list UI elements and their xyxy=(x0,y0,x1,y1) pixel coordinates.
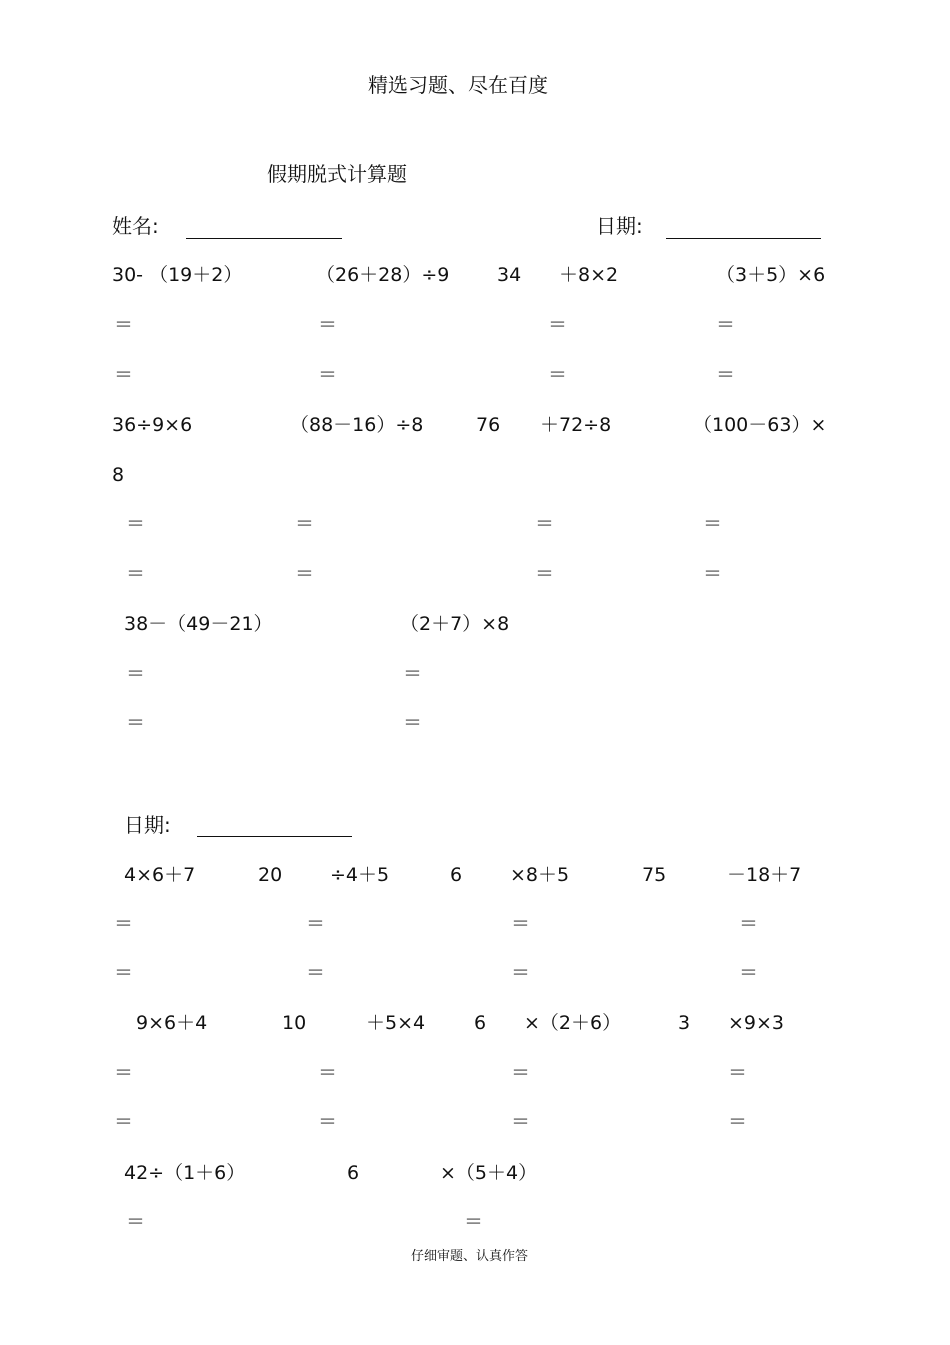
equals-sign: ＝ xyxy=(464,1211,484,1233)
date-label: 日期: xyxy=(596,214,643,238)
equals-sign: ＝ xyxy=(306,962,326,984)
problem-expression: ×9×3 xyxy=(728,1012,785,1034)
sheet-title: 假期脱式计算题 xyxy=(267,162,407,186)
equals-sign: ＝ xyxy=(716,314,736,336)
problem-expression: ×（2＋6） xyxy=(524,1012,622,1034)
equals-sign: ＝ xyxy=(114,364,134,386)
equals-sign: ＝ xyxy=(318,1062,338,1084)
problem-expression: 75 xyxy=(642,864,667,886)
section2-date-field-line[interactable] xyxy=(197,836,352,837)
equals-sign: ＝ xyxy=(739,913,759,935)
problem-expression: 42÷（1＋6） xyxy=(124,1162,246,1184)
problem-expression: 6 xyxy=(347,1162,360,1184)
equals-sign: ＝ xyxy=(703,513,723,535)
problem-expression: ＋72÷8 xyxy=(540,414,612,436)
problem-expression-wrap: 8 xyxy=(112,464,125,486)
equals-sign: ＝ xyxy=(114,314,134,336)
equals-sign: ＝ xyxy=(295,513,315,535)
equals-sign: ＝ xyxy=(114,962,134,984)
equals-sign: ＝ xyxy=(295,563,315,585)
equals-sign: ＝ xyxy=(126,663,146,685)
problem-expression: 36÷9×6 xyxy=(112,414,193,436)
name-label: 姓名: xyxy=(112,214,159,238)
problem-expression: （2＋7）×8 xyxy=(400,613,510,635)
problem-expression: 6 xyxy=(474,1012,487,1034)
equals-sign: ＝ xyxy=(511,1062,531,1084)
page-header-title: 精选习题、尽在百度 xyxy=(368,73,548,97)
equals-sign: ＝ xyxy=(318,314,338,336)
problem-expression: （26＋28）÷9 xyxy=(316,264,450,286)
problem-expression: 34 xyxy=(497,264,522,286)
equals-sign: ＝ xyxy=(126,1211,146,1233)
problem-expression: 76 xyxy=(476,414,501,436)
problem-expression: 6 xyxy=(450,864,463,886)
problem-expression: 10 xyxy=(282,1012,307,1034)
equals-sign: ＝ xyxy=(511,962,531,984)
problem-expression: 30- （19＋2） xyxy=(112,264,243,286)
problem-expression: ＋8×2 xyxy=(559,264,619,286)
problem-expression: （3＋5）×6 xyxy=(716,264,826,286)
problem-expression: －18＋7 xyxy=(727,864,802,886)
problem-expression: 38－（49－21） xyxy=(124,613,273,635)
equals-sign: ＝ xyxy=(114,1062,134,1084)
equals-sign: ＝ xyxy=(318,364,338,386)
equals-sign: ＝ xyxy=(114,913,134,935)
problem-expression: ×（5＋4） xyxy=(440,1162,538,1184)
problem-expression: 3 xyxy=(678,1012,691,1034)
problem-expression: （88－16）÷8 xyxy=(290,414,424,436)
date-field-line[interactable] xyxy=(666,238,821,239)
section2-date-label: 日期: xyxy=(124,813,171,837)
equals-sign: ＝ xyxy=(126,563,146,585)
problem-expression: ＋5×4 xyxy=(366,1012,426,1034)
equals-sign: ＝ xyxy=(535,563,555,585)
equals-sign: ＝ xyxy=(403,663,423,685)
equals-sign: ＝ xyxy=(306,913,326,935)
equals-sign: ＝ xyxy=(703,563,723,585)
equals-sign: ＝ xyxy=(728,1062,748,1084)
equals-sign: ＝ xyxy=(739,962,759,984)
problem-expression: 4×6＋7 xyxy=(124,864,196,886)
equals-sign: ＝ xyxy=(535,513,555,535)
equals-sign: ＝ xyxy=(114,1111,134,1133)
equals-sign: ＝ xyxy=(548,314,568,336)
problem-expression: ×8＋5 xyxy=(510,864,570,886)
problem-expression: 9×6＋4 xyxy=(136,1012,208,1034)
name-field-line[interactable] xyxy=(186,238,342,239)
equals-sign: ＝ xyxy=(126,712,146,734)
problem-expression: 20 xyxy=(258,864,283,886)
page-footer-text: 仔细审题、认真作答 xyxy=(411,1249,529,1264)
equals-sign: ＝ xyxy=(716,364,736,386)
equals-sign: ＝ xyxy=(728,1111,748,1133)
equals-sign: ＝ xyxy=(403,712,423,734)
equals-sign: ＝ xyxy=(126,513,146,535)
equals-sign: ＝ xyxy=(548,364,568,386)
equals-sign: ＝ xyxy=(511,1111,531,1133)
equals-sign: ＝ xyxy=(511,913,531,935)
equals-sign: ＝ xyxy=(318,1111,338,1133)
problem-expression: ÷4＋5 xyxy=(330,864,390,886)
problem-expression: （100－63）× xyxy=(693,414,827,436)
